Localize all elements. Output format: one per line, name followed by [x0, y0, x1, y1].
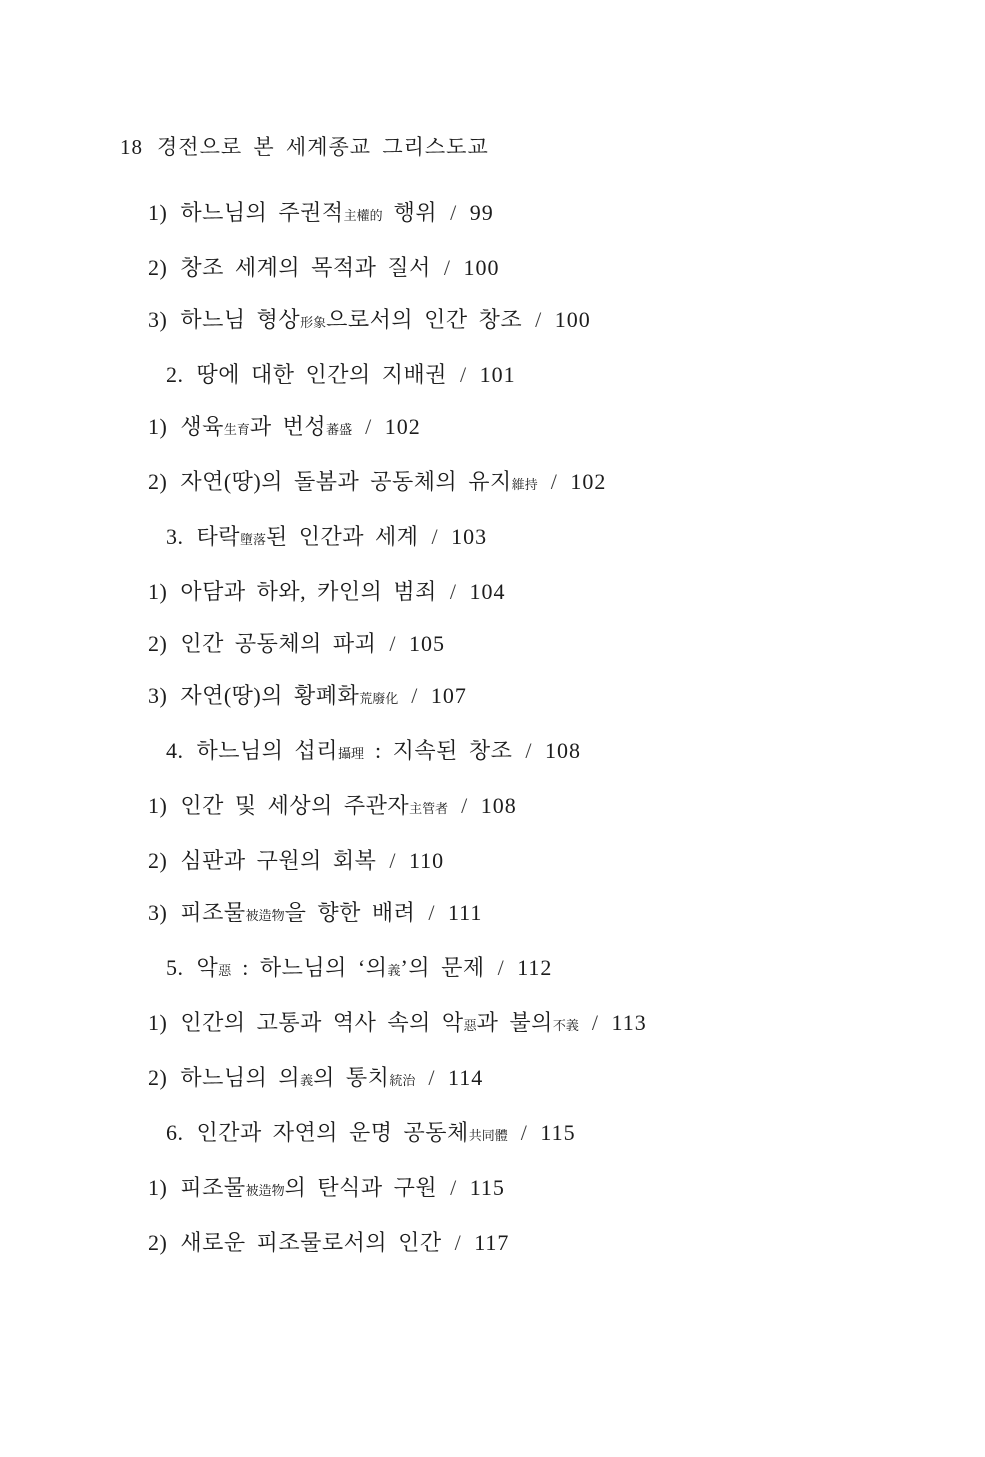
entry-marker: 2) [148, 255, 168, 280]
entry-page-number: 100 [463, 255, 500, 280]
page-separator: / [580, 1010, 610, 1035]
entry-title: 새로운 피조물로서의 인간 [180, 1230, 442, 1255]
toc-sub-entry [148, 577, 945, 607]
entry-marker: 2) [148, 1065, 168, 1090]
page-separator: / [378, 631, 407, 656]
entry-page-number: 99 [469, 200, 494, 225]
entry-page-number: 115 [469, 1175, 505, 1200]
entry-marker: 2. [166, 362, 184, 387]
entry-page-number: 100 [554, 307, 591, 332]
hanja-gloss: 被造物 [245, 908, 285, 923]
entry-marker: 1) [148, 200, 168, 225]
toc-sub-entry [148, 629, 945, 659]
entry-page-number: 112 [517, 955, 553, 980]
hanja-gloss: 主管者 [409, 801, 449, 816]
page-separator: / [539, 469, 569, 494]
toc-sub-entry [148, 791, 945, 824]
entry-title: 타락墮落된 인간과 세계 [196, 524, 419, 549]
hanja-gloss: 惡 [218, 963, 232, 978]
hanja-gloss: 統治 [389, 1073, 416, 1088]
entry-page-number: 102 [384, 414, 421, 439]
entry-marker: 3. [166, 524, 184, 549]
entry-title: 인간 공동체의 파괴 [180, 631, 377, 656]
entry-marker: 3) [148, 900, 168, 925]
running-head [120, 131, 489, 161]
page-separator: / [400, 683, 429, 708]
toc-sub-entry [148, 1063, 945, 1096]
entry-title: 인간 및 세상의 주관자主管者 [180, 793, 449, 818]
page-separator: / [524, 307, 553, 332]
entry-page-number: 107 [430, 683, 467, 708]
page-separator: / [443, 1230, 473, 1255]
hanja-gloss: 荒廢化 [359, 691, 399, 706]
entry-marker: 3) [148, 307, 168, 332]
toc-sub-entry [148, 681, 945, 714]
page-separator: / [439, 200, 468, 225]
hanja-gloss: 義 [300, 1073, 314, 1088]
hanja-gloss: 生育 [223, 422, 250, 437]
entry-title: 인간과 자연의 운명 공동체共同體 [196, 1120, 508, 1145]
toc-section-entry [148, 522, 945, 555]
hanja-gloss: 共同體 [468, 1128, 508, 1143]
entry-marker: 1) [148, 793, 168, 818]
toc-section-entry [148, 360, 945, 390]
entry-page-number: 115 [540, 1120, 576, 1145]
page-separator: / [450, 793, 479, 818]
toc-sub-entry [148, 305, 945, 338]
entry-title: 생육生育과 번성蕃盛 [180, 414, 353, 439]
hanja-gloss: 義 [387, 963, 401, 978]
toc-sub-entry [148, 1228, 945, 1258]
hanja-gloss: 蕃盛 [326, 422, 353, 437]
entry-title: 피조물被造物의 탄식과 구원 [180, 1175, 438, 1200]
entry-marker: 1) [148, 414, 168, 439]
entry-title: 하느님의 주권적主權的 행위 [180, 200, 438, 225]
entry-marker: 4. [166, 738, 184, 763]
hanja-gloss: 被造物 [245, 1183, 285, 1198]
toc-sub-entry [148, 898, 945, 931]
entry-marker: 1) [148, 1175, 168, 1200]
page-separator: / [417, 1065, 447, 1090]
toc-sub-entry [148, 467, 945, 500]
entry-marker: 1) [148, 579, 168, 604]
toc-list [148, 198, 945, 1280]
entry-marker: 5. [166, 955, 184, 980]
hanja-gloss: 墮落 [240, 532, 267, 547]
hanja-gloss: 維持 [511, 477, 538, 492]
page-separator: / [486, 955, 516, 980]
page-separator: / [354, 414, 383, 439]
toc-sub-entry [148, 1173, 945, 1206]
entry-title: 인간의 고통과 역사 속의 악惡과 불의不義 [180, 1010, 579, 1035]
toc-sub-entry [148, 198, 945, 231]
page-separator: / [439, 1175, 468, 1200]
page-separator: / [378, 848, 407, 873]
page-separator: / [449, 362, 478, 387]
entry-marker: 2) [148, 1230, 168, 1255]
entry-page-number: 117 [474, 1230, 510, 1255]
entry-title: 자연(땅)의 황폐화荒廢化 [180, 683, 399, 708]
entry-marker: 2) [148, 848, 168, 873]
entry-title: 피조물被造物을 향한 배려 [180, 900, 416, 925]
entry-page-number: 114 [448, 1065, 484, 1090]
entry-title: 아담과 하와, 카인의 범죄 [180, 579, 437, 604]
toc-section-entry [148, 736, 945, 769]
toc-sub-entry [148, 1008, 945, 1041]
toc-section-entry [148, 953, 945, 986]
entry-title: 자연(땅)의 돌봄과 공동체의 유지維持 [180, 469, 538, 494]
page-separator: / [417, 900, 446, 925]
entry-page-number: 108 [480, 793, 517, 818]
entry-title: 심판과 구원의 회복 [180, 848, 377, 873]
page-separator: / [438, 579, 468, 604]
entry-marker: 2) [148, 469, 168, 494]
toc-section-entry [148, 1118, 945, 1151]
entry-page-number: 102 [570, 469, 607, 494]
entry-title: 하느님의 의義의 통치統治 [180, 1065, 416, 1090]
entry-title: 땅에 대한 인간의 지배권 [196, 362, 448, 387]
toc-sub-entry [148, 412, 945, 445]
entry-page-number: 113 [611, 1010, 647, 1035]
entry-title: 창조 세계의 목적과 질서 [180, 255, 431, 280]
page-separator: / [432, 255, 462, 280]
hanja-gloss: 不義 [552, 1018, 579, 1033]
page-folio-number: 18 [120, 135, 143, 159]
hanja-gloss: 主權的 [343, 208, 383, 223]
hanja-gloss: 攝理 [338, 746, 365, 761]
entry-page-number: 101 [479, 362, 516, 387]
hanja-gloss: 惡 [463, 1018, 477, 1033]
entry-marker: 6. [166, 1120, 184, 1145]
entry-marker: 3) [148, 683, 168, 708]
page-separator: / [514, 738, 544, 763]
page-separator: / [509, 1120, 539, 1145]
entry-page-number: 110 [408, 848, 445, 873]
running-title: 경전으로 본 세계종교 그리스도교 [157, 135, 489, 159]
entry-marker: 1) [148, 1010, 168, 1035]
entry-page-number: 111 [448, 900, 483, 925]
entry-page-number: 104 [469, 579, 506, 604]
entry-title: 하느님 형상形象으로서의 인간 창조 [180, 307, 523, 332]
page-separator: / [420, 524, 450, 549]
toc-sub-entry [148, 253, 945, 283]
entry-page-number: 105 [408, 631, 445, 656]
entry-page-number: 108 [545, 738, 582, 763]
entry-title: 악惡 : 하느님의 ‘의義’의 문제 [196, 955, 485, 980]
entry-marker: 2) [148, 631, 168, 656]
entry-title: 하느님의 섭리攝理 : 지속된 창조 [196, 738, 513, 763]
entry-page-number: 103 [451, 524, 488, 549]
hanja-gloss: 形象 [300, 315, 327, 330]
toc-sub-entry [148, 846, 945, 876]
